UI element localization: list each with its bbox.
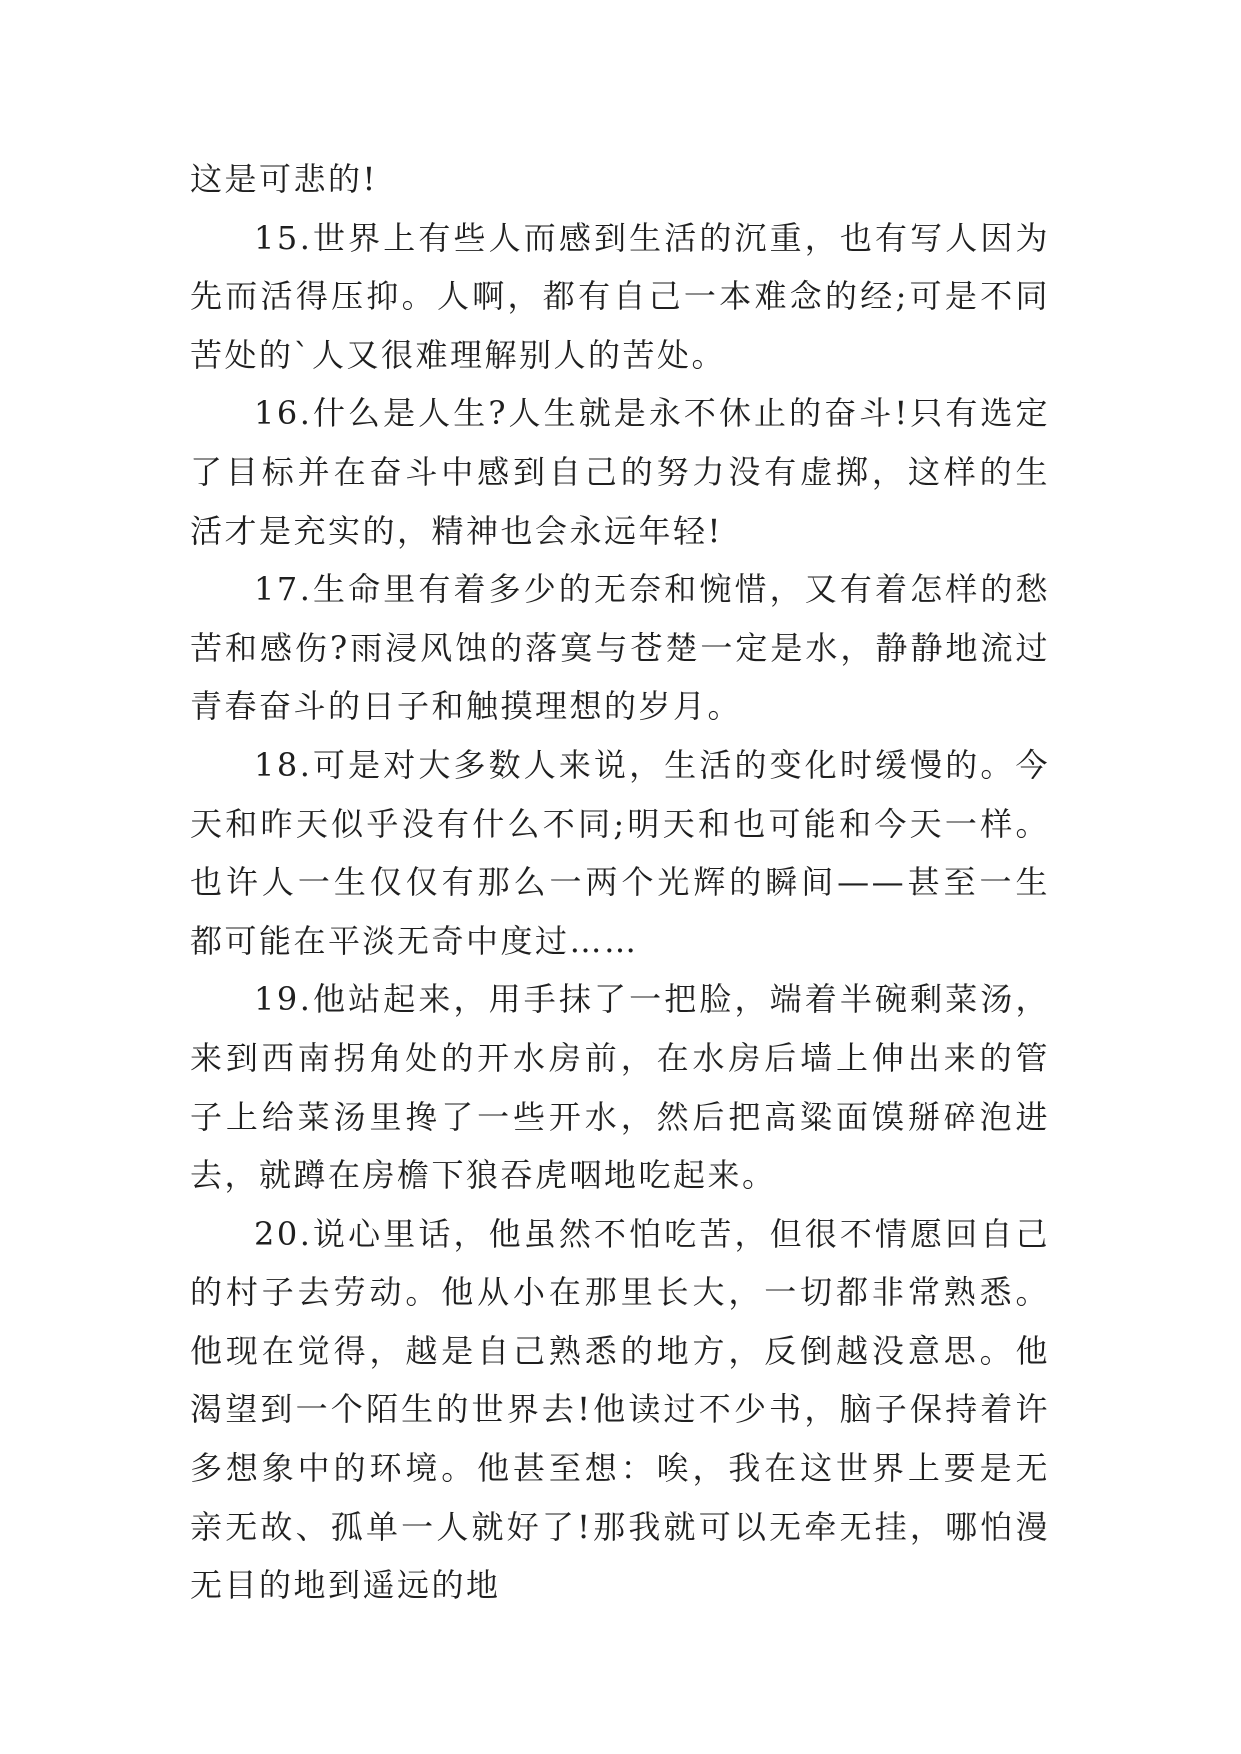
- paragraph-19: 19.他站起来，用手抹了一把脸，端着半碗剩菜汤，来到西南拐角处的开水房前，在水房后墙上伸出来的管子上给菜汤里搀了一些开水，然后把高粱面馍掰碎泡进去，就蹲在房檐下狼吞虎咽地吃起来。: [190, 980, 1050, 1195]
- paragraph-15: 15.世界上有些人而感到生活的沉重，也有写人因为先而活得压抑。人啊，都有自己一本难念的经;可是不同苦处的`人又很难理解别人的苦处。: [190, 218, 1050, 374]
- paragraph-20: 20.说心里话，他虽然不怕吃苦，但很不情愿回自己的村子去劳动。他从小在那里长大，一切都非常熟悉。他现在觉得，越是自己熟悉的地方，反倒越没意思。他渴望到一个陌生的世界去!他读过不少书，脑子保持着许多想象中的环境。他甚至想：唉，我在这世界上要是无亲无故、孤单一人就好了!那我就可以无牵无挂，哪怕漫无目的地到遥远的地: [190, 1214, 1050, 1605]
- paragraph-14-tail: 这是可悲的!: [190, 160, 378, 198]
- paragraph-18: 18.可是对大多数人来说，生活的变化时缓慢的。今天和昨天似乎没有什么不同;明天和也可能和今天一样。也许人一生仅仅有那么一两个光辉的瞬间——甚至一生都可能在平淡无奇中度过……: [190, 745, 1050, 960]
- body-text: [190, 150, 1050, 1615]
- paragraph-17: 17.生命里有着多少的无奈和惋惜，又有着怎样的愁苦和感伤?雨浸风蚀的落寞与苍楚一定是水，静静地流过青春奋斗的日子和触摸理想的岁月。: [190, 570, 1050, 726]
- paragraph-16: 16.什么是人生?人生就是永不休止的奋斗!只有选定了目标并在奋斗中感到自己的努力没有虚掷，这样的生活才是充实的，精神也会永远年轻!: [190, 394, 1050, 550]
